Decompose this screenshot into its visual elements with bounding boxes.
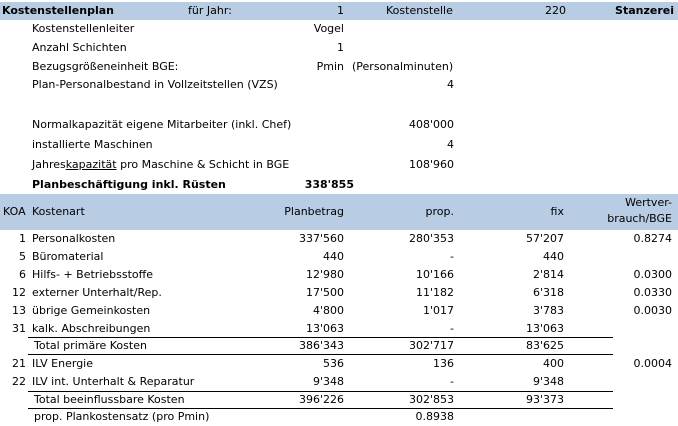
unit-value: Pmin	[316, 60, 344, 73]
prop-amount: -	[450, 322, 454, 335]
sheet-title: Kostenstellenplan	[2, 4, 114, 17]
total-influence-prop: 302'853	[408, 393, 454, 406]
table-row	[0, 355, 678, 373]
info-row-staff	[0, 76, 678, 94]
cost-center-label: Kostenstelle	[386, 4, 453, 17]
col-planbetrag: Planbetrag	[284, 205, 344, 218]
plan-amount: 536	[323, 357, 344, 370]
value-per-bge: 0.8274	[633, 232, 672, 245]
annual-capacity-value: 108'960	[408, 158, 454, 171]
table-row	[0, 248, 678, 266]
prop-amount: 136	[433, 357, 454, 370]
fix-amount: 3'783	[532, 304, 564, 317]
fix-amount: 9'348	[532, 375, 564, 388]
plan-amount: 13'063	[305, 322, 344, 335]
cost-type-number: 31	[12, 322, 26, 335]
info-row-leader	[0, 20, 678, 38]
plan-amount: 440	[323, 250, 344, 263]
plan-amount: 17'500	[305, 286, 344, 299]
table-row	[0, 320, 678, 338]
info-row-unit	[0, 58, 678, 76]
total-influence-fix: 93'373	[525, 393, 564, 406]
info-row-machines	[0, 136, 678, 154]
plan-occupancy-label: Planbeschäftigung inkl. Rüsten	[32, 178, 226, 191]
machines-value: 4	[447, 138, 454, 151]
fix-amount: 400	[543, 357, 564, 370]
shifts-value: 1	[337, 41, 344, 54]
fix-amount: 57'207	[525, 232, 564, 245]
cost-type-number: 1	[19, 232, 26, 245]
annual-suffix: pro Maschine & Schicht in BGE	[116, 158, 290, 171]
value-per-bge: 0.0300	[633, 268, 672, 281]
plan-amount: 9'348	[312, 375, 344, 388]
machines-label: installierte Maschinen	[32, 138, 153, 151]
table-row	[0, 302, 678, 320]
plan-amount: 337'560	[298, 232, 344, 245]
cost-center-name: Stanzerei	[615, 4, 674, 17]
cost-type-number: 22	[12, 375, 26, 388]
normal-capacity-label: Normalkapazität eigene Mitarbeiter (inkl. Chef)	[32, 118, 292, 131]
prop-amount: 10'166	[415, 268, 454, 281]
cost-type-number: 13	[12, 304, 26, 317]
leader-label: Kostenstellenleiter	[32, 22, 135, 35]
col-wertverbrauch-1: Wertver-	[625, 196, 672, 209]
prop-amount: 1'017	[422, 304, 454, 317]
cost-type-name: ILV int. Unterhalt & Reparatur	[32, 375, 195, 388]
staff-value: 4	[447, 78, 454, 91]
annual-prefix: Jahres	[32, 158, 66, 171]
cost-type-name: übrige Gemeinkosten	[32, 304, 151, 317]
rate-label: prop. Plankostensatz (pro Pmin)	[34, 410, 210, 423]
fix-amount: 6'318	[532, 286, 564, 299]
annual-capacity-label	[32, 156, 289, 174]
plan-amount: 4'800	[312, 304, 344, 317]
year-label: für Jahr:	[188, 4, 232, 17]
total-primary-prop: 302'717	[408, 339, 454, 352]
col-kostenart: Kostenart	[32, 205, 85, 218]
plan-amount: 12'980	[305, 268, 344, 281]
col-prop: prop.	[425, 205, 454, 218]
total-influence-plan: 396'226	[298, 393, 344, 406]
info-row-shifts	[0, 39, 678, 57]
table-row	[0, 284, 678, 302]
prop-amount: 11'182	[415, 286, 454, 299]
table-row	[0, 373, 678, 391]
plan-occupancy-value: 338'855	[304, 178, 354, 191]
cost-type-name: kalk. Abschreibungen	[32, 322, 151, 335]
value-per-bge: 0.0030	[633, 304, 672, 317]
title-row	[0, 2, 678, 20]
info-row-plan-occupancy	[0, 176, 678, 194]
total-primary-row	[0, 337, 678, 355]
table-row	[0, 266, 678, 284]
total-influence-label: Total beeinflussbare Kosten	[34, 393, 185, 406]
unit-label: Bezugsgrößeneinheit BGE:	[32, 60, 179, 73]
shifts-label: Anzahl Schichten	[32, 41, 127, 54]
col-fix: fix	[550, 205, 564, 218]
total-primary-plan: 386'343	[298, 339, 344, 352]
cost-type-name: externer Unterhalt/Rep.	[32, 286, 162, 299]
fix-amount: 440	[543, 250, 564, 263]
col-wertverbrauch-2: brauch/BGE	[607, 212, 672, 225]
staff-label: Plan-Personalbestand in Vollzeitstellen (VZS)	[32, 78, 278, 91]
normal-capacity-value: 408'000	[408, 118, 454, 131]
leader-value: Vogel	[313, 22, 344, 35]
fix-amount: 2'814	[532, 268, 564, 281]
cost-type-name: ILV Energie	[32, 357, 94, 370]
table-header	[0, 194, 678, 230]
unit-description: (Personalminuten)	[352, 60, 454, 73]
year-value: 1	[337, 4, 344, 17]
value-per-bge: 0.0330	[633, 286, 672, 299]
cost-type-name: Hilfs- + Betriebsstoffe	[32, 268, 153, 281]
cost-type-name: Personalkosten	[32, 232, 116, 245]
total-primary-fix: 83'625	[525, 339, 564, 352]
cost-type-number: 12	[12, 286, 26, 299]
fix-amount: 13'063	[525, 322, 564, 335]
rate-value: 0.8938	[415, 410, 454, 423]
info-row-normal-capacity	[0, 116, 678, 134]
cost-type-name: Büromaterial	[32, 250, 104, 263]
value-per-bge: 0.0004	[633, 357, 672, 370]
col-koa: KOA	[3, 205, 26, 218]
cost-type-number: 6	[19, 268, 26, 281]
prop-amount: 280'353	[408, 232, 454, 245]
prop-amount: -	[450, 250, 454, 263]
info-row-annual-capacity	[0, 156, 678, 174]
cost-type-number: 5	[19, 250, 26, 263]
annual-underlined: kapazität	[65, 158, 117, 171]
total-primary-label: Total primäre Kosten	[34, 339, 147, 352]
total-influence-row	[0, 391, 678, 409]
table-row	[0, 230, 678, 248]
rate-row	[0, 408, 678, 426]
cost-type-number: 21	[12, 357, 26, 370]
prop-amount: -	[450, 375, 454, 388]
cost-center-number: 220	[545, 4, 566, 17]
